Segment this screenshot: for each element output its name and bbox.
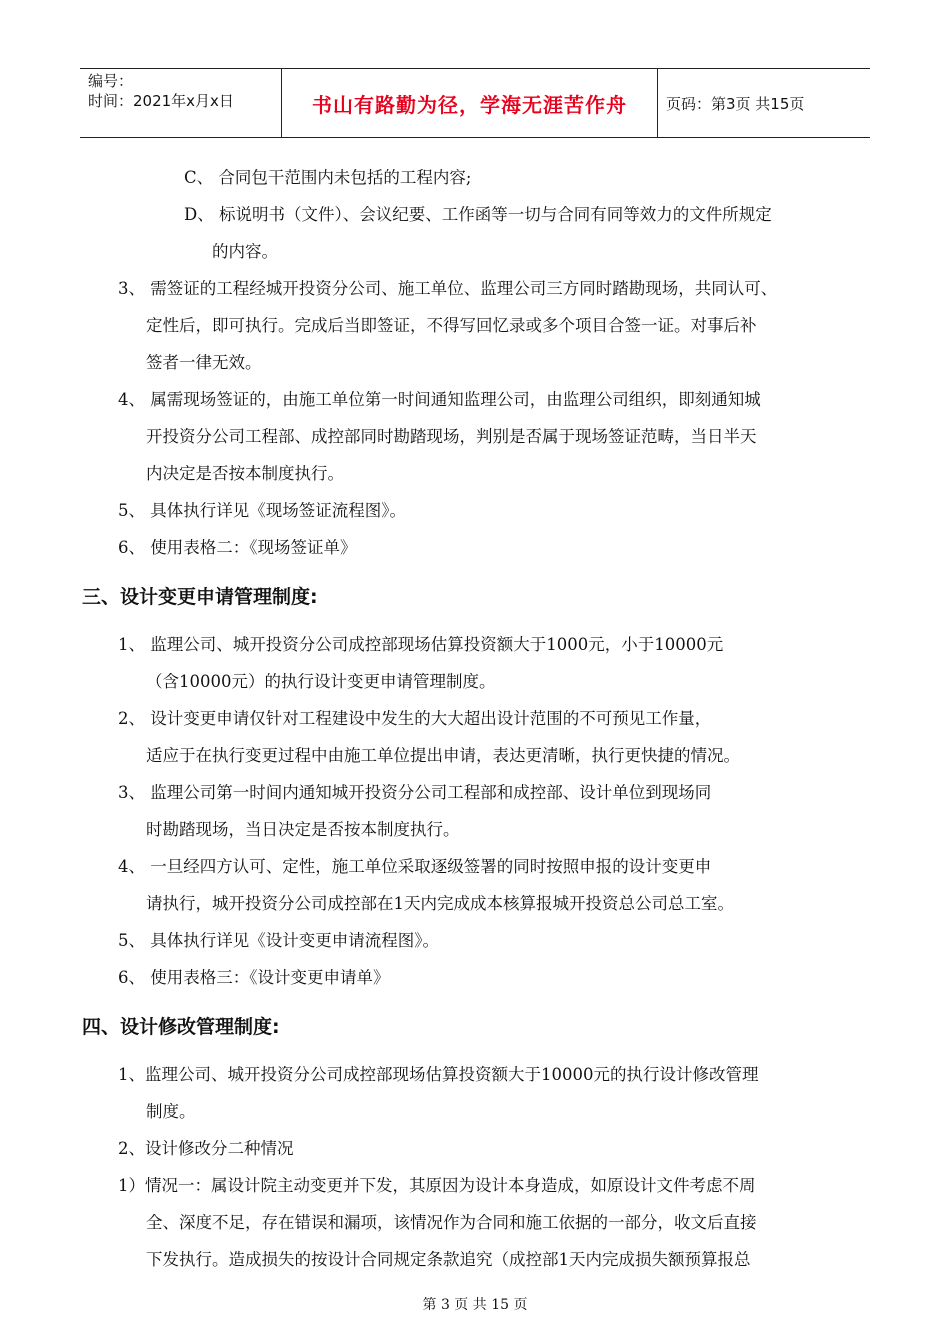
text-line: 1、监理公司、城开投资分公司成控部现场估算投资额大于10000元的执行设计修改管理	[118, 1065, 759, 1084]
text-line: 全、深度不足，存在错误和漏项，该情况作为合同和施工依据的一部分，收文后直接	[146, 1213, 757, 1232]
text-line: 适应于在执行变更过程中由施工单位提出申请，表达更清晰，执行更快捷的情况。	[146, 746, 740, 765]
header-meta	[80, 69, 282, 137]
text-line: C、 合同包干范围内未包括的工程内容;	[184, 168, 472, 187]
text-line: 时勘踏现场，当日决定是否按本制度执行。	[146, 820, 460, 839]
text-line: 4、 属需现场签证的，由施工单位第一时间通知监理公司，由监理公司组织，即刻通知城	[118, 390, 761, 409]
header-page-number: 页码：第3页 共15页	[666, 94, 805, 113]
header-motto: 书山有路勤为径，学海无涯苦作舟	[282, 69, 658, 137]
section-heading-4: 四、设计修改管理制度:	[82, 1016, 280, 1038]
text-line: 请执行，城开投资分公司成控部在1天内完成成本核算报城开投资总公司总工室。	[146, 894, 734, 913]
text-line: 2、设计修改分二种情况	[118, 1139, 294, 1158]
text-line: 制度。	[146, 1102, 196, 1121]
text-line: 定性后，即可执行。完成后当即签证，不得写回忆录或多个项目合签一证。对事后补	[146, 316, 757, 335]
page-header	[80, 68, 870, 138]
text-line: 开投资分公司工程部、成控部同时勘踏现场，判别是否属于现场签证范畴，当日半天	[146, 427, 757, 446]
text-line: 2、 设计变更申请仅针对工程建设中发生的大大超出设计范围的不可预见工作量，	[118, 709, 712, 728]
page-footer: 第 3 页 共 15 页	[422, 1297, 528, 1313]
doc-date-label: 时间：2021年x月x日	[88, 92, 234, 110]
text-line: 1）情况一：属设计院主动变更并下发，其原因为设计本身造成，如原设计文件考虑不周	[118, 1176, 756, 1195]
text-line: 下发执行。造成损失的按设计合同规定条款追究（成控部1天内完成损失额预算报总	[146, 1250, 751, 1269]
text-line: 内决定是否按本制度执行。	[146, 464, 344, 483]
text-line: 的内容。	[212, 242, 278, 261]
text-line: 1、 监理公司、城开投资分公司成控部现场估算投资额大于1000元，小于10000元	[118, 635, 724, 654]
doc-number-label: 编号：	[88, 72, 134, 90]
text-line: 5、 具体执行详见《现场签证流程图》。	[118, 501, 406, 520]
text-line: 签者一律无效。	[146, 353, 262, 372]
text-line: 6、 使用表格三：《设计变更申请单》	[118, 968, 390, 987]
text-line: 5、 具体执行详见《设计变更申请流程图》。	[118, 931, 439, 950]
text-line: 3、 监理公司第一时间内通知城开投资分公司工程部和成控部、设计单位到现场同	[118, 783, 712, 802]
text-line: D、 标说明书（文件）、会议纪要、工作函等一切与合同有同等效力的文件所规定	[184, 205, 772, 224]
section-heading-3: 三、设计变更申请管理制度:	[82, 586, 318, 608]
text-line: 3、 需签证的工程经城开投资分公司、施工单位、监理公司三方同时踏勘现场，共同认可、	[118, 279, 778, 298]
text-line: （含10000元）的执行设计变更申请管理制度。	[146, 672, 496, 691]
text-line: 4、 一旦经四方认可、定性，施工单位采取逐级签署的同时按照申报的设计变更申	[118, 857, 712, 876]
text-line: 6、 使用表格二：《现场签证单》	[118, 538, 357, 557]
